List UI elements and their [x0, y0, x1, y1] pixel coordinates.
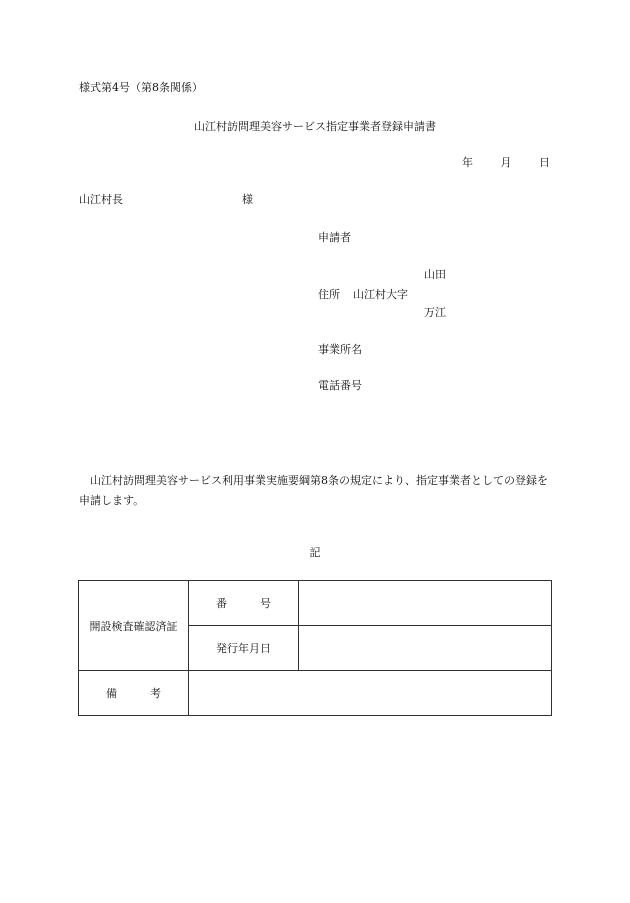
address-prefix: 山江村大字 [353, 288, 408, 301]
remarks-field[interactable] [189, 671, 552, 716]
phone-number-label: 電話番号 [318, 379, 362, 392]
addressee-honorific: 様 [242, 193, 253, 206]
office-name-label: 事業所名 [318, 343, 362, 356]
applicant-label: 申請者 [318, 231, 351, 244]
table-row [79, 581, 552, 626]
application-body-text: 山江村訪問理美容サービス利用事業実施要綱第8条の規定により、指定事業者としての登録を申請します。 [79, 474, 548, 507]
address-option-mae: 万江 [424, 306, 446, 319]
record-table [78, 580, 552, 716]
ki-heading: 記 [309, 546, 321, 559]
date-day: 日 [539, 156, 550, 169]
date-line [462, 156, 550, 170]
address-label: 住所 [318, 288, 340, 301]
date-month: 月 [500, 156, 512, 169]
date-year: 年 [462, 156, 473, 169]
inspection-certificate-header: 開設検査確認済証 [79, 581, 189, 671]
issue-date-field[interactable] [299, 626, 552, 671]
address-option-yamada: 山田 [424, 268, 446, 281]
issue-date-label: 発行年月日 [189, 626, 299, 671]
remarks-label: 備 考 [79, 671, 189, 716]
document-title: 山江村訪問理美容サービス指定事業者登録申請書 [194, 120, 436, 133]
form-number: 様式第4号（第8条関係） [79, 81, 203, 94]
certificate-number-field[interactable] [299, 581, 552, 626]
certificate-number-label: 番 号 [189, 581, 299, 626]
addressee-name: 山江村長 [79, 193, 123, 206]
table-row [79, 671, 552, 716]
